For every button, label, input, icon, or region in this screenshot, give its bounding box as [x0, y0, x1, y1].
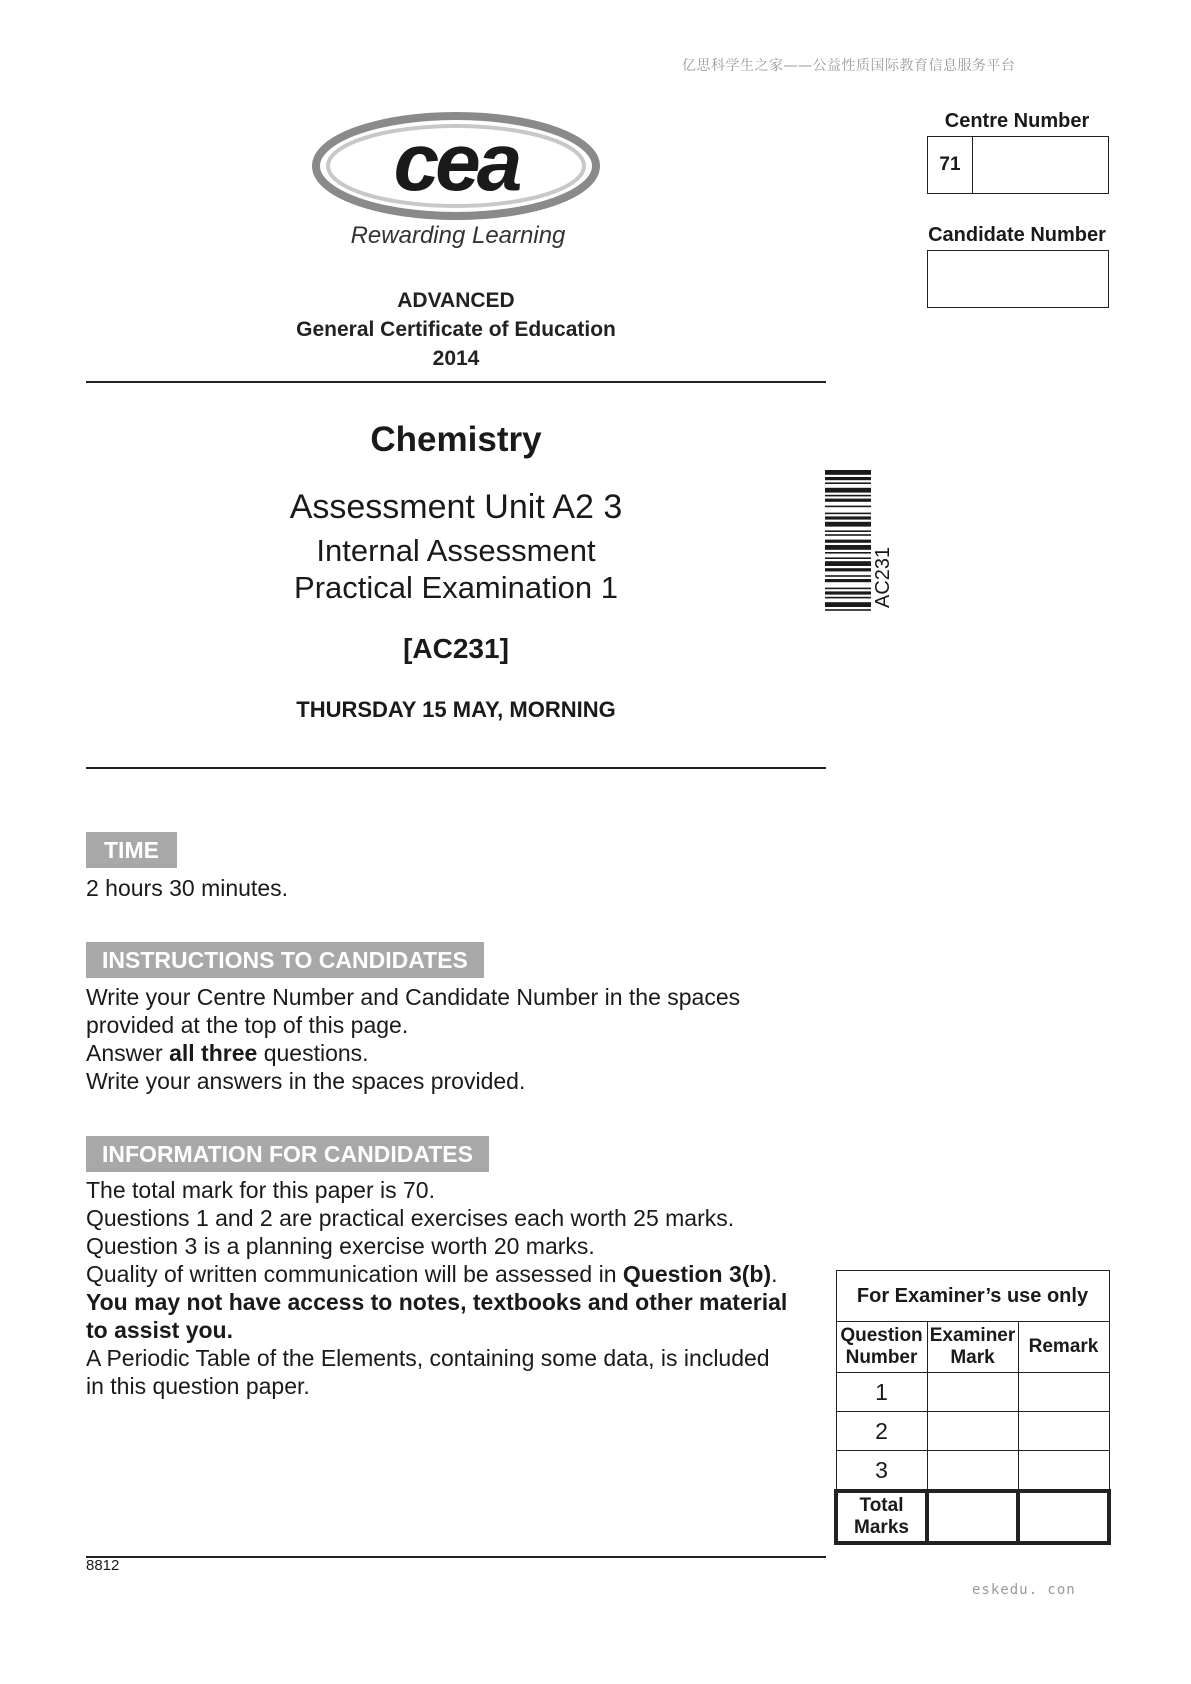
qualification-year: 2014 — [432, 347, 480, 370]
watermark-header: 亿思科学生之家——公益性质国际教育信息服务平台 — [682, 58, 1016, 74]
barcode-bar — [825, 545, 871, 550]
paper-number: 8812 — [86, 1557, 120, 1574]
qualification-certificate: General Certificate of Education — [296, 318, 616, 341]
information-heading: INFORMATION FOR CANDIDATES — [86, 1136, 489, 1172]
divider — [86, 1556, 826, 1558]
svg-text:AC231: AC231 — [872, 546, 894, 608]
remark-cell[interactable] — [1018, 1412, 1109, 1451]
examiner-mark-cell[interactable] — [927, 1373, 1018, 1412]
total-marks-label: Total Marks — [836, 1491, 927, 1543]
barcode-bar — [825, 561, 871, 566]
information-line: Questions 1 and 2 are practical exercises each worth 25 marks. — [86, 1205, 735, 1231]
barcode-bar — [825, 540, 871, 543]
information-line: Question 3 is a planning exercise worth 20 marks. — [86, 1233, 595, 1259]
barcode-bar — [825, 470, 871, 475]
examination-name: Practical Examination 1 — [294, 570, 618, 605]
remark-cell[interactable] — [1018, 1451, 1109, 1492]
centre-number-prefix: 71 — [928, 137, 973, 193]
barcode-bar — [825, 557, 871, 559]
barcode-bar — [825, 488, 871, 493]
information-line: Quality of written communication will be assessed in Question 3(b). — [86, 1261, 778, 1287]
table-row — [836, 1451, 1109, 1492]
qualification-level: ADVANCED — [397, 289, 515, 312]
assessment-type: Internal Assessment — [316, 533, 596, 568]
qualification-block — [86, 286, 826, 373]
subject-title: Chemistry — [370, 420, 542, 459]
barcode-bar — [825, 513, 871, 515]
examiner-table-title: For Examiner’s use only — [836, 1271, 1109, 1322]
barcode-bar — [825, 534, 871, 536]
time-heading: TIME — [86, 832, 177, 868]
table-row — [836, 1373, 1109, 1412]
exam-date: THURSDAY 15 MAY, MORNING — [296, 697, 616, 722]
instruction-line: Write your Centre Number and Candidate Number in the spaces — [86, 984, 741, 1010]
column-remark: Remark — [1018, 1322, 1109, 1373]
barcode-bar — [825, 591, 871, 594]
instructions-text — [86, 983, 826, 1095]
information-line: in this question paper. — [86, 1373, 310, 1399]
instruction-line: Answer all three questions. — [86, 1040, 369, 1066]
instructions-heading: INSTRUCTIONS TO CANDIDATES — [86, 942, 484, 978]
barcode-bar — [825, 568, 871, 571]
total-remark-cell[interactable] — [1018, 1491, 1109, 1543]
assessment-unit: Assessment Unit A2 3 — [289, 488, 623, 526]
barcode-bar — [825, 609, 871, 611]
barcode-label — [868, 500, 896, 610]
barcode — [825, 470, 871, 680]
examiner-mark-cell[interactable] — [927, 1451, 1018, 1492]
information-line: A Periodic Table of the Elements, containing some data, is included — [86, 1345, 770, 1371]
centre-number-box[interactable] — [927, 136, 1109, 194]
barcode-bar — [825, 530, 871, 532]
table-row — [836, 1412, 1109, 1451]
examiner-table — [834, 1270, 1111, 1545]
instruction-line: provided at the top of this page. — [86, 1012, 409, 1038]
candidate-number-label: Candidate Number — [928, 224, 1106, 246]
information-line: You may not have access to notes, textbooks and other material — [86, 1289, 788, 1315]
examiner-mark-cell[interactable] — [927, 1412, 1018, 1451]
total-mark-cell[interactable] — [927, 1491, 1018, 1543]
divider — [86, 767, 826, 769]
question-number-cell: 1 — [836, 1373, 927, 1412]
remark-cell[interactable] — [1018, 1373, 1109, 1412]
instruction-line: Write your answers in the spaces provided. — [86, 1068, 526, 1094]
paper-code: [AC231] — [403, 633, 509, 664]
candidate-number-box[interactable] — [927, 250, 1109, 308]
barcode-bar — [825, 588, 871, 590]
barcode-bar — [825, 579, 871, 582]
watermark-footer: eskedu. con — [972, 1582, 1076, 1598]
barcode-bar — [825, 477, 871, 480]
barcode-bar — [825, 482, 871, 484]
barcode-bar — [825, 552, 871, 554]
barcode-bar — [825, 522, 871, 527]
column-examiner-mark: Examiner Mark — [927, 1322, 1018, 1373]
column-question-number: Question Number — [836, 1322, 927, 1373]
barcode-bar — [825, 495, 871, 497]
barcode-bar — [825, 597, 871, 599]
centre-number-label: Centre Number — [944, 110, 1090, 132]
barcode-bar — [825, 575, 871, 577]
time-text: 2 hours 30 minutes. — [86, 875, 289, 901]
cea-logo — [312, 112, 600, 222]
barcode-bar — [825, 499, 871, 502]
information-text — [86, 1176, 826, 1400]
barcode-bar — [825, 516, 871, 519]
barcode-bar — [825, 602, 871, 607]
total-row — [836, 1491, 1109, 1543]
question-number-cell: 3 — [836, 1451, 927, 1492]
svg-text:cea: cea — [393, 117, 519, 208]
question-number-cell: 2 — [836, 1412, 927, 1451]
information-line: to assist you. — [86, 1317, 233, 1343]
divider — [86, 381, 826, 383]
barcode-bar — [825, 506, 871, 508]
logo-tagline: Rewarding Learning — [350, 222, 566, 249]
information-line: The total mark for this paper is 70. — [86, 1177, 435, 1203]
